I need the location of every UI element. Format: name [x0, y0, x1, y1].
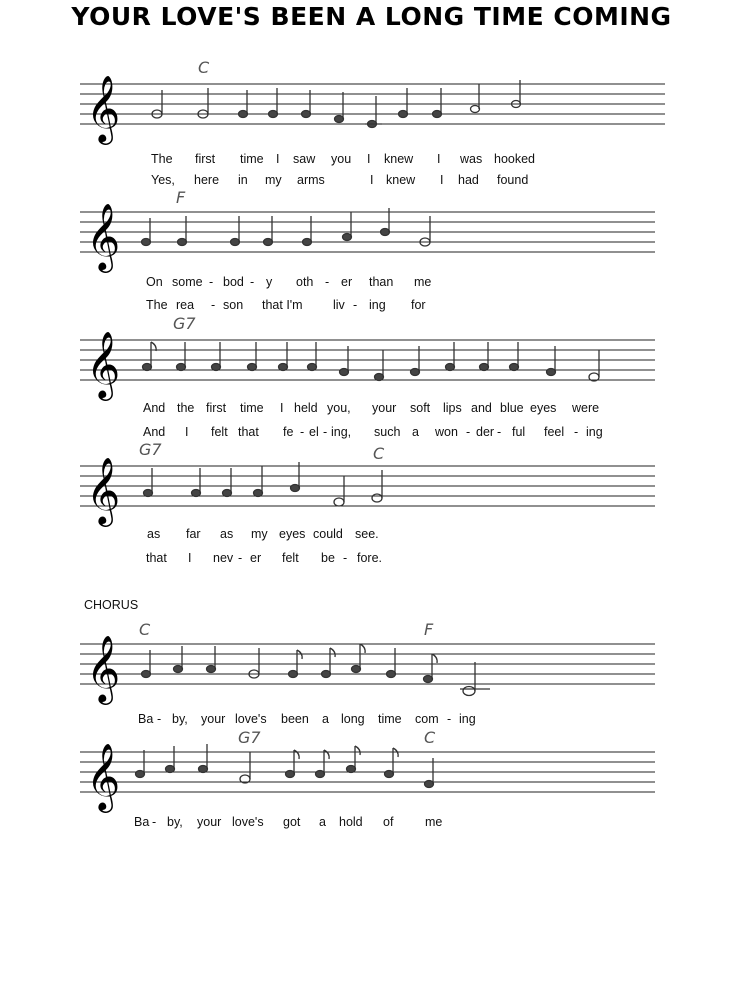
lyric-syllable: -	[353, 298, 358, 312]
lyric-syllable: The	[151, 152, 173, 166]
music-staff	[0, 452, 743, 522]
chord-label: C	[198, 58, 210, 77]
lyric-syllable: fe	[283, 425, 294, 439]
note-head	[399, 111, 408, 118]
lyric-syllable: than	[369, 275, 394, 289]
note-head	[231, 239, 240, 246]
lyric-syllable: saw	[293, 152, 316, 166]
lyric-syllable: ing	[459, 712, 476, 726]
lyric-syllable: and	[471, 401, 492, 415]
lyric-syllable: were	[572, 401, 600, 415]
lyric-syllable: as	[220, 527, 234, 541]
lyric-syllable: was	[460, 152, 483, 166]
lyric-syllable: -	[343, 551, 348, 565]
lyric-syllable: com	[415, 712, 439, 726]
note-head	[143, 364, 152, 371]
lyric-syllable: first	[206, 401, 227, 415]
note-head	[303, 239, 312, 246]
note-head	[322, 671, 331, 678]
lyric-syllable: Yes,	[151, 173, 175, 187]
lyric-syllable: er	[250, 551, 262, 565]
note-head	[510, 364, 519, 371]
lyric-syllable: eyes	[279, 527, 306, 541]
lyric-syllable: liv	[333, 298, 345, 312]
lyric-syllable: -	[157, 712, 162, 726]
lyric-syllable: rea	[176, 298, 195, 312]
lyric-syllable: I	[185, 425, 189, 439]
lyric-syllable: -	[211, 298, 216, 312]
lyric-syllable: oth	[296, 275, 314, 289]
lyric-syllable: could	[313, 527, 343, 541]
lyric-syllable: your	[372, 401, 397, 415]
note-head	[334, 498, 344, 506]
note-head	[144, 490, 153, 497]
lyric-syllable: The	[146, 298, 168, 312]
lyric-syllable: son	[223, 298, 244, 312]
chord-label: F	[176, 188, 186, 207]
note-head	[174, 666, 183, 673]
lyric-syllable: nev	[213, 551, 234, 565]
note-head	[471, 106, 480, 113]
lyric-syllable: el	[309, 425, 319, 439]
note-head	[142, 671, 151, 678]
lyric-syllable: -	[497, 425, 502, 439]
lyric-syllable: And	[143, 425, 166, 439]
note-head	[142, 239, 151, 246]
note-head	[425, 781, 434, 788]
lyric-syllable: my	[265, 173, 282, 187]
chord-label: G7	[238, 728, 261, 747]
lyric-syllable: ing	[586, 425, 603, 439]
music-staff	[0, 738, 743, 808]
staff-lines	[80, 84, 665, 124]
lyric-syllable: I	[276, 152, 280, 166]
lyric-syllable: your	[197, 815, 222, 829]
chord-label: G7	[173, 314, 196, 333]
lyric-syllable: ing	[369, 298, 386, 312]
lyric-syllable: as	[147, 527, 161, 541]
note-head	[291, 485, 300, 492]
lyric-syllable: hooked	[494, 152, 536, 166]
chord-label: G7	[139, 440, 162, 459]
lyric-syllable: me	[425, 815, 443, 829]
lyric-syllable: the	[177, 401, 195, 415]
lyric-syllable: by,	[167, 815, 183, 829]
lyric-syllable: -	[447, 712, 452, 726]
lyric-syllable: -	[325, 275, 330, 289]
lyric-syllable: blue	[500, 401, 524, 415]
note-head	[463, 687, 475, 696]
note-head	[178, 239, 187, 246]
lyric-syllable: -	[238, 551, 243, 565]
lyric-syllable: long	[341, 712, 365, 726]
lyric-syllable: Ba	[138, 712, 154, 726]
lyric-syllable: felt	[282, 551, 299, 565]
lyric-syllable: found	[497, 173, 529, 187]
note-head	[381, 229, 390, 236]
lyric-syllable: that	[238, 425, 259, 439]
lyric-syllable: arms	[297, 173, 325, 187]
note-head	[372, 494, 382, 502]
lyric-syllable: love's	[235, 712, 267, 726]
lyric-syllable: been	[281, 712, 309, 726]
lyric-syllable: -	[323, 425, 328, 439]
note-head	[254, 490, 263, 497]
lyric-syllable: -	[152, 815, 157, 829]
treble-clef-icon: 𝄞	[86, 74, 121, 142]
chord-label: C	[139, 620, 151, 639]
lyric-syllable: I	[370, 173, 374, 187]
lyric-syllable: felt	[211, 425, 228, 439]
note-head	[223, 490, 232, 497]
lyric-syllable: by,	[172, 712, 188, 726]
note-head	[547, 369, 556, 376]
lyric-syllable: I	[188, 551, 192, 565]
note-head	[424, 676, 433, 683]
lyric-syllable: bod	[223, 275, 244, 289]
note-head	[286, 771, 295, 778]
note-head	[387, 671, 396, 678]
lyric-syllable: hold	[339, 815, 363, 829]
note-head	[385, 771, 394, 778]
lyric-syllable: soft	[410, 401, 431, 415]
treble-clef-icon: 𝄞	[86, 456, 121, 524]
lyric-syllable: I	[440, 173, 444, 187]
lyric-syllable: ing,	[331, 425, 352, 439]
lyric-syllable: ful	[512, 425, 526, 439]
note-head	[199, 766, 208, 773]
lyric-syllable: a	[319, 815, 326, 829]
lyric-syllable: a	[412, 425, 419, 439]
lyric-syllable: here	[194, 173, 220, 187]
music-staff	[0, 634, 743, 704]
lyric-syllable: knew	[386, 173, 416, 187]
lyric-syllable: Ba	[134, 815, 150, 829]
lyric-syllable: der	[476, 425, 495, 439]
treble-clef-icon: 𝄞	[86, 202, 121, 270]
lyric-syllable: knew	[384, 152, 414, 166]
lyric-syllable: On	[146, 275, 163, 289]
note-head	[239, 111, 248, 118]
lyric-syllable: I	[280, 401, 284, 415]
lyric-syllable: time	[240, 152, 264, 166]
chord-label: C	[373, 444, 385, 463]
lyric-syllable: feel	[544, 425, 565, 439]
lyric-syllable: held	[294, 401, 318, 415]
music-staff	[0, 198, 743, 268]
lyric-syllable: your	[201, 712, 226, 726]
note-head	[411, 369, 420, 376]
note-head	[269, 111, 278, 118]
lyric-syllable: that	[146, 551, 167, 565]
note-head	[279, 364, 288, 371]
lyric-syllable: love's	[232, 815, 264, 829]
note-head	[289, 671, 298, 678]
note-head	[192, 490, 201, 497]
note-head	[352, 666, 361, 673]
note-head	[177, 364, 186, 371]
note-head	[446, 364, 455, 371]
song-title: YOUR LOVE'S BEEN A LONG TIME COMING	[71, 2, 672, 31]
lyric-syllable: er	[341, 275, 353, 289]
chord-label: C	[424, 728, 436, 747]
lyric-syllable: And	[143, 401, 166, 415]
treble-clef-icon: 𝄞	[86, 742, 121, 810]
note-head	[335, 116, 344, 123]
lyric-syllable: -	[574, 425, 579, 439]
lyric-syllable: -	[250, 275, 255, 289]
lyric-syllable: y	[266, 275, 273, 289]
lyric-syllable: you	[331, 152, 352, 166]
music-staff	[0, 326, 743, 396]
note-head	[316, 771, 325, 778]
lyric-syllable: I	[437, 152, 441, 166]
lyric-syllable: had	[458, 173, 479, 187]
note-head	[302, 111, 311, 118]
lyric-syllable: me	[414, 275, 432, 289]
lyric-syllable: time	[378, 712, 402, 726]
lyric-syllable: time	[240, 401, 264, 415]
treble-clef-icon: 𝄞	[86, 634, 121, 702]
note-head	[136, 771, 145, 778]
chorus-label: CHORUS	[84, 598, 139, 612]
lyric-syllable: my	[251, 527, 268, 541]
note-head	[340, 369, 349, 376]
note-head	[433, 111, 442, 118]
lyric-syllable: see.	[355, 527, 379, 541]
note-head	[166, 766, 175, 773]
lyric-syllable: eyes	[530, 401, 557, 415]
lyric-syllable: I	[367, 152, 371, 166]
treble-clef-icon: 𝄞	[86, 330, 121, 398]
lyric-syllable: in	[238, 173, 248, 187]
lyric-syllable: -	[466, 425, 471, 439]
lyric-syllable: you,	[327, 401, 351, 415]
lyric-syllable: a	[322, 712, 329, 726]
note-head	[207, 666, 216, 673]
note-head	[248, 364, 257, 371]
lyric-syllable: -	[300, 425, 305, 439]
note-head	[480, 364, 489, 371]
chord-label: F	[424, 620, 434, 639]
note-head	[347, 766, 356, 773]
lyric-syllable: fore.	[357, 551, 383, 565]
lyric-syllable: got	[283, 815, 301, 829]
note-head	[212, 364, 221, 371]
lyric-syllable: far	[186, 527, 201, 541]
note-head	[264, 239, 273, 246]
lyric-syllable: of	[383, 815, 394, 829]
music-staff	[0, 70, 743, 140]
lyric-syllable: that I'm	[262, 298, 303, 312]
lyric-syllable: some	[172, 275, 203, 289]
lyric-syllable: -	[209, 275, 214, 289]
lyric-syllable: such	[374, 425, 401, 439]
lyric-syllable: won	[435, 425, 458, 439]
note-head	[343, 234, 352, 241]
lyric-syllable: lips	[443, 401, 462, 415]
lyric-syllable: be	[321, 551, 335, 565]
lyric-syllable: for	[411, 298, 426, 312]
lyric-syllable: first	[195, 152, 216, 166]
note-head	[375, 374, 384, 381]
note-head	[308, 364, 317, 371]
